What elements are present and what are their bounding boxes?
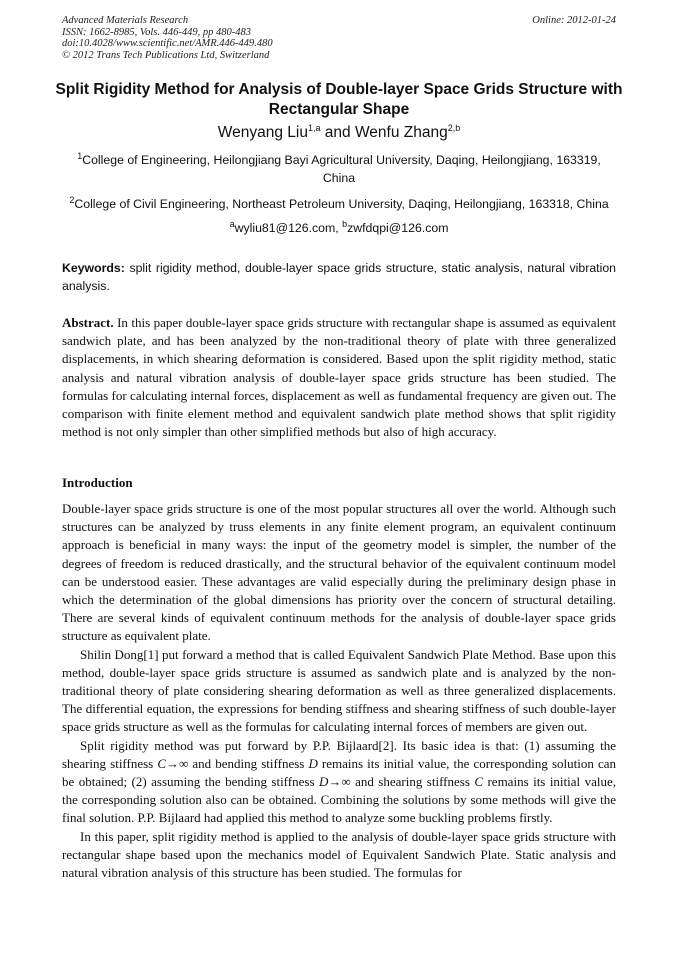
symbol-d: D	[318, 774, 329, 790]
author-conjunction: and	[320, 124, 355, 141]
email-address[interactable]: wyliu81@126.com,	[234, 221, 343, 235]
keywords-section	[62, 259, 616, 295]
symbol-d: D	[308, 755, 318, 771]
abstract-text: In this paper double-layer space grids structure with rectangular shape is assumed as equivalent sandwich plate, and has been analyzed by the non-traditional theory of plate with three generalized displacements, in which shearing deformation is considered. Based upon the split rigidity method, static analysis and natural vibration analysis of double-layer space grids structure has been studied. The formulas for calculating internal forces, displacement as well as fundamental frequency are given out. The comparison with finite element method and equivalent sandwich plate method shows that split rigidity method is not only simpler than other simplified methods but also of high accuracy.	[62, 315, 616, 440]
doi-line: doi:10.4028/www.scientific.net/AMR.446-449.480	[62, 38, 273, 49]
affiliation-1	[62, 151, 616, 187]
paper-title: Split Rigidity Method for Analysis of Double-layer Space Grids Structure with Rectangular Shape	[55, 81, 623, 118]
paragraph	[62, 737, 616, 828]
abstract-label: Abstract.	[62, 315, 114, 330]
email-superscript: a	[229, 218, 235, 229]
author-superscript: 2,b	[447, 122, 461, 133]
affiliation-text: College of Engineering, Heilongjiang Bayi Agricultural University, Daqing, Heilongjiang, 163319, China	[82, 153, 601, 185]
email-line	[62, 219, 616, 237]
author-name: Wenyang Liu	[217, 124, 308, 141]
journal-header	[62, 15, 616, 61]
text-run: Split rigidity method was put forward by P.P. Bijlaard[2]. Its basic idea is that: (1) assuming the shearing stiffness	[62, 737, 616, 771]
affiliation-text: College of Civil Engineering, Northeast Petroleum University, Daqing, Heilongjiang, 163318, China	[74, 197, 609, 211]
text-run: →∞ and bending stiffness	[166, 755, 309, 771]
email-superscript: b	[342, 218, 348, 229]
affiliation-2	[62, 195, 616, 213]
keywords-label: Keywords:	[62, 261, 125, 275]
affiliation-superscript: 2	[69, 194, 75, 205]
text-run: remains its initial value, the corresponding solution also can be obtained. Combining the solutions by some methods will give the final solution. P.P. Bijlaard had applied this method to analyze some buckling problems firstly.	[62, 774, 616, 826]
symbol-c: C	[157, 755, 167, 771]
text-run: →∞ and shearing stiffness	[328, 774, 475, 790]
online-date: Online: 2012-01-24	[532, 15, 616, 26]
copyright-line: © 2012 Trans Tech Publications Ltd, Switzerland	[62, 49, 270, 61]
paragraph: In this paper, split rigidity method is applied to the analysis of double-layer space grids structure with rectangular shape based upon the mechanics model of Equivalent Sandwich Plate. Static analysis and natural vibration analysis of this structure has been studied. The formulas for	[62, 828, 616, 881]
author-superscript: 1,a	[307, 122, 321, 133]
email-address[interactable]: zwfdqpi@126.com	[347, 221, 449, 235]
paragraph: Double-layer space grids structure is one of the most popular structures all over the world. Although such structures can be analyzed by truss elements in any finite element program, an equivalent continuum approach is beneficial in many ways: the input of the geometry model is simpler, the number of the degrees of freedom is reduced drastically, and the structural behavior of the equivalent continuum model can be understood easier. These advantages are valid especially during the preliminary design phase in which the determination of the global dimensions has priority over the concern of structural detailing. There are several kinds of equivalent continuum methods for the analysis of double-layer space grids structure as equivalent plate.	[62, 501, 616, 644]
abstract-section	[62, 314, 616, 441]
introduction-body	[62, 500, 616, 882]
paragraph: Shilin Dong[1] put forward a method that is called Equivalent Sandwich Plate Method. Base upon this method, double-layer space grids structure is assumed as sandwich plate and is analyzed by the non-traditional theory of plate considering shearing deformation as well as three generalized displacements. The differential equation, the expressions for bending stiffness and shearing stiffness of such double-layer space grids structure as well as the formulas for calculating internal forces of members are given out.	[62, 646, 616, 735]
author-line	[55, 123, 623, 143]
symbol-c: C	[474, 774, 484, 790]
keywords-text: split rigidity method, double-layer space grids structure, static analysis, natural vibration analysis.	[62, 261, 616, 293]
journal-name: Advanced Materials Research	[62, 15, 189, 26]
author-name: Wenfu Zhang	[354, 124, 448, 141]
introduction-heading: Introduction	[62, 475, 133, 490]
text-run: remains its initial value, the corresponding solution can be obtained; (2) assuming the bending stiffness	[62, 755, 616, 790]
affiliation-superscript: 1	[77, 150, 83, 161]
issn-line: ISSN: 1662-8985, Vols. 446-449, pp 480-483	[62, 26, 251, 38]
